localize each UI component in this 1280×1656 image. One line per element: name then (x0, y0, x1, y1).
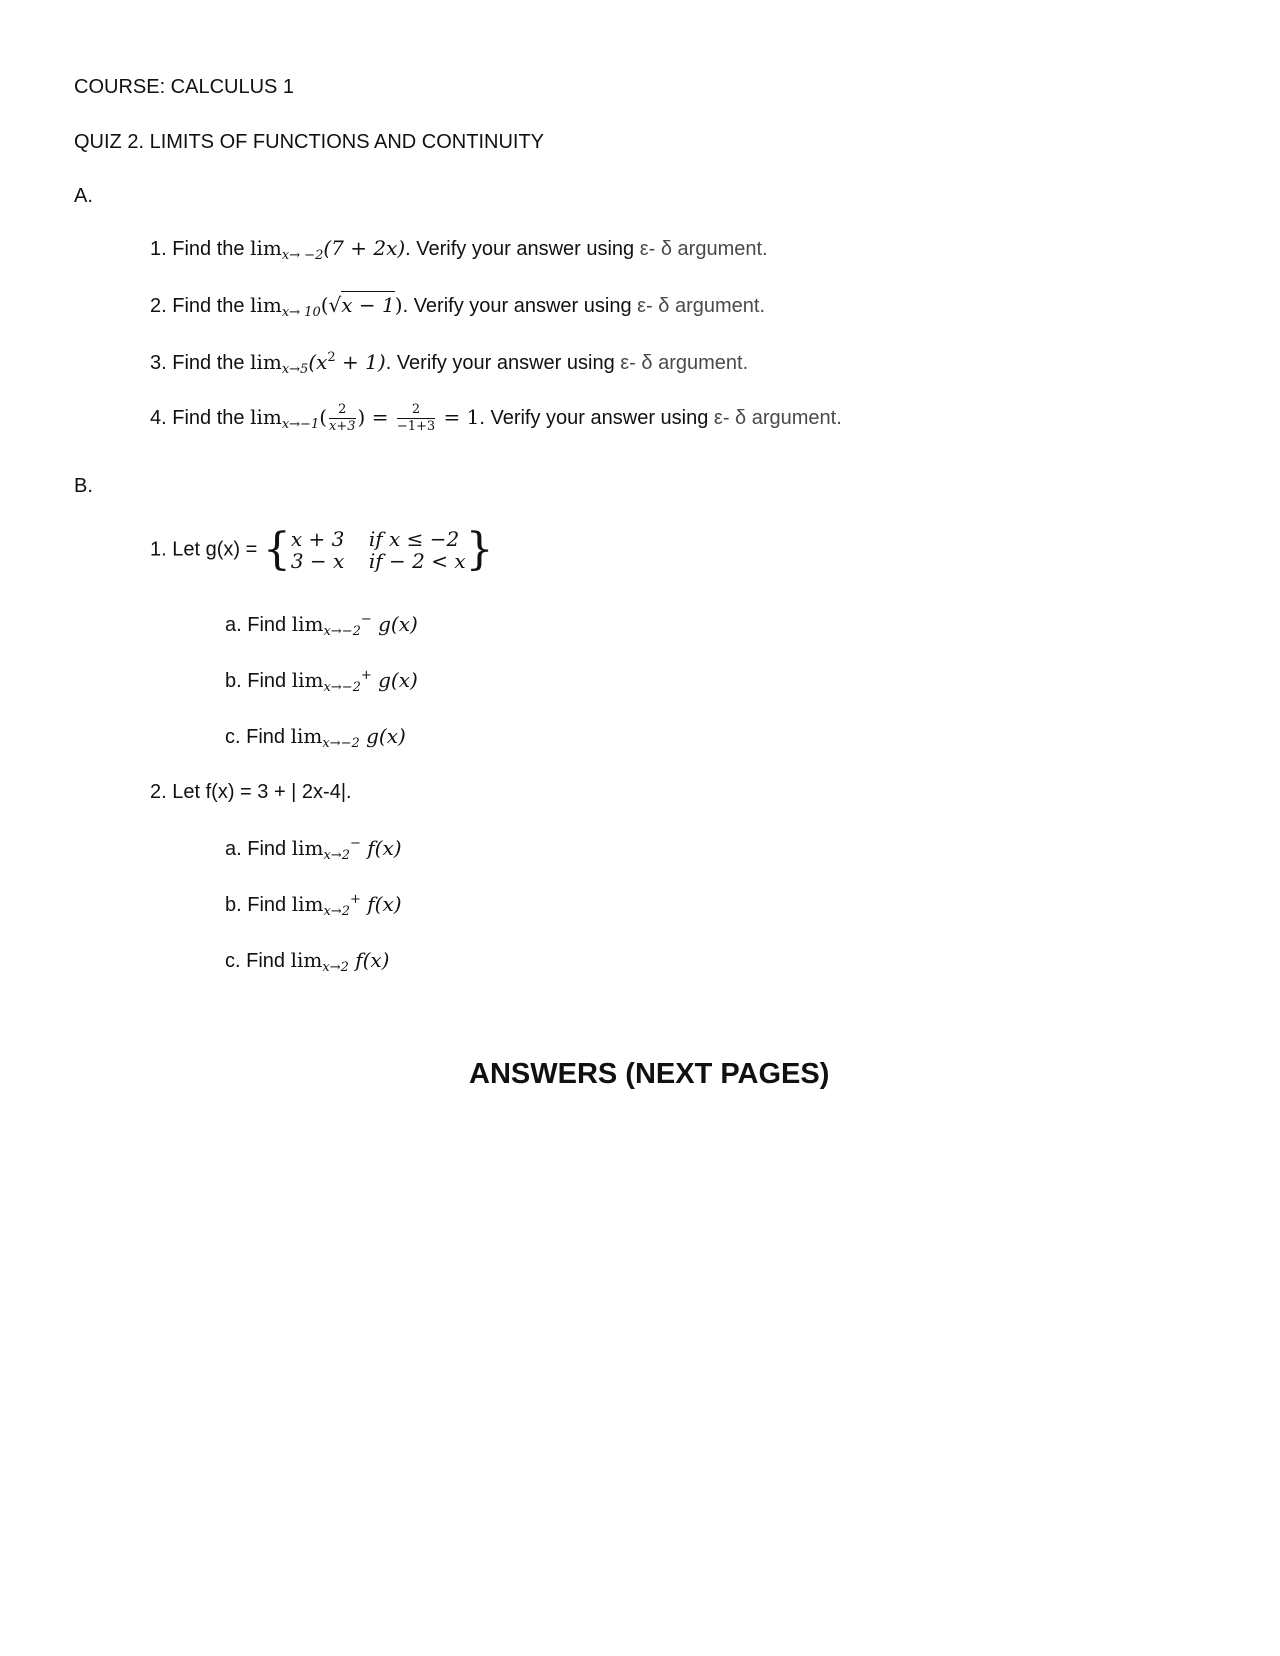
question-b2: 2. Let f(x) = 3 + | 2x-4|. (150, 781, 352, 803)
question-b1b: b. Find $\lim_{x\to-2}^+ g(x)$ (225, 668, 418, 695)
course-title: COURSE: CALCULUS 1 (74, 76, 295, 98)
fraction-2: $\frac{2}{-1+3}$ (396, 402, 436, 434)
question-a4: 4. Find the $\lim_{x\to-1}$( $\frac{2}{x+3}$ ) = $\frac{2}{-1+3}$ = 1. Verify your answer using ε- δ argument. (150, 402, 842, 434)
question-b1c: c. Find $\lim_{x\to-2} g(x)$ (225, 724, 406, 751)
section-a-label: A. (74, 185, 93, 207)
question-a1: 1. Find the $\lim_{x\to -2}(7 + 2x)$. Verify your answer using ε- δ argument. (150, 236, 768, 263)
question-b2c: c. Find $\lim_{x\to 2} f(x)$ (225, 948, 390, 975)
answers-heading: ANSWERS (NEXT PAGES) (469, 1058, 830, 1090)
question-a3: 3. Find the $\lim_{x\to 5}(x^2 + 1)$. Verify your answer using ε- δ argument. (150, 350, 749, 377)
section-b-label: B. (74, 475, 93, 497)
left-brace: { (262, 524, 291, 575)
right-brace: } (465, 524, 494, 575)
question-a2: 2. Find the $\lim_{x\to 10}(√x - 1)$. Verify your answer using ε- δ argument. (150, 293, 766, 320)
question-b2b: b. Find $\lim_{x\to 2}^+ f(x)$ (225, 892, 402, 919)
quiz-title: QUIZ 2. LIMITS OF FUNCTIONS AND CONTINUITY (74, 131, 545, 153)
fraction-1: $\frac{2}{x+3}$ (329, 402, 356, 434)
question-b1: 1. Let g(x) = { x + 3 if x ≤ −2 3 − x if − 2 < x } (150, 524, 494, 575)
question-b2a: a. Find $\lim_{x\to 2}^- f(x)$ (225, 836, 402, 863)
question-b1a: a. Find $\lim_{x\to-2}^- g(x)$ (225, 612, 418, 639)
piecewise-definition: x + 3 if x ≤ −2 3 − x if − 2 < x (290, 527, 466, 573)
